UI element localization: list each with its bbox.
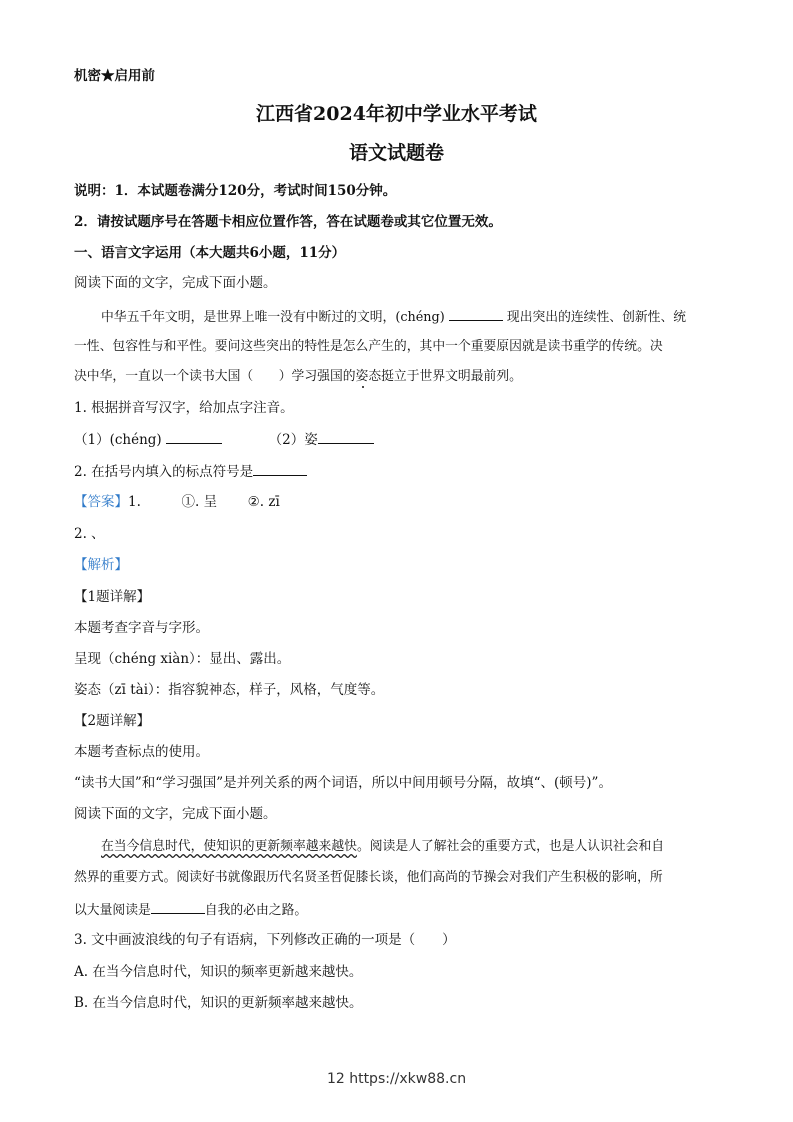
option-a: A. 在当今信息时代，知识的频率更新越来越快。 xyxy=(74,964,363,980)
reading-instruction: 阅读下面的文字，完成下面小题。 xyxy=(74,806,277,822)
wavy-underlined-sentence: 在当今信息时代，使知识的更新频率越来越快 xyxy=(101,839,357,854)
answer-blank xyxy=(253,461,307,476)
option-b: B. 在当今信息时代，知识的更新频率越来越快。 xyxy=(74,995,363,1011)
page-footer: 12 https://xkw88.cn xyxy=(326,1071,467,1087)
question-1: 1. 根据拼音写汉字，给加点字注音。 xyxy=(74,400,294,416)
answer-1a: ①. 呈 xyxy=(181,494,218,510)
question-2-text: 2. 在括号内填入的标点符号是 xyxy=(74,464,254,480)
detail-text: 姿态（zī tài）：指容貌神态，样子，风格，气度等。 xyxy=(74,682,385,698)
answer-2: 2. 、 xyxy=(74,526,105,542)
question-2 xyxy=(74,461,719,482)
passage-line xyxy=(74,367,719,387)
passage-text: 。阅读是人了解社会的重要方式，也是人认识社会和自 xyxy=(356,839,665,854)
answer-number: 1. xyxy=(128,494,141,510)
answer-blank xyxy=(449,306,503,321)
detail-2-tag: 【2题详解】 xyxy=(74,713,151,729)
detail-text: 本题考查字音与字形。 xyxy=(74,620,209,636)
passage-line: 然界的重要方式。阅读好书就像跟历代名贤圣哲促膝长谈，他们高尚的节操会对我们产生积极的影响，所 xyxy=(74,870,663,885)
instruction-note-2: 2．请按试题序号在答题卡相应位置作答，答在试题卷或其它位置无效。 xyxy=(74,214,502,230)
passage-text: 自我的必由之路。 xyxy=(204,903,308,918)
passage-text: 以大量阅读是 xyxy=(74,903,151,918)
answer-row xyxy=(74,492,719,512)
confidential-label: 机密★启用前 xyxy=(74,68,155,84)
passage-line xyxy=(74,306,719,328)
answer-blank xyxy=(166,429,222,444)
exam-title: 江西省2024年初中学业水平考试 xyxy=(256,103,537,125)
passage-text: 中华五千年文明，是世界上唯一没有中断过的文明，(chéng) xyxy=(101,310,445,325)
passage-text: 决中华，一直以一个读书大国（ ）学习强国的 xyxy=(74,369,356,384)
answer-1b: ②. zī xyxy=(247,494,280,510)
question-1-part-a: （1）(chéng) xyxy=(74,432,162,448)
passage-line xyxy=(74,899,719,921)
answer-blank xyxy=(151,899,205,914)
detail-1-tag: 【1题详解】 xyxy=(74,589,151,605)
passage-line xyxy=(74,837,719,857)
question-3: 3. 文中画波浪线的句子有语病，下列修改正确的一项是（ ） xyxy=(74,932,456,948)
passage-line: 一性、包容性与和平性。要问这些突出的特性是怎么产生的，其中一个重要原因就是读书重学的传统。决 xyxy=(74,339,663,354)
reading-instruction: 阅读下面的文字，完成下面小题。 xyxy=(74,275,277,291)
instruction-note-1: 说明：1．本试题卷满分120分，考试时间150分钟。 xyxy=(74,183,397,199)
answer-blank xyxy=(318,429,374,444)
detail-text: “读书大国”和“学习强国”是并列关系的两个词语，所以中间用顿号分隔，故填“、(顿号)”。 xyxy=(74,775,612,791)
analysis-tag: 【解析】 xyxy=(74,557,128,573)
detail-text: 呈现（chéng xiàn）：显出、露出。 xyxy=(74,651,291,667)
dotted-character: 姿 xyxy=(355,369,369,384)
section-heading: 一、语言文字运用（本大题共6小题，11分） xyxy=(74,245,346,261)
passage-text: 现出突出的连续性、创新性、统 xyxy=(506,310,687,325)
detail-text: 本题考查标点的使用。 xyxy=(74,744,209,760)
question-1-blanks xyxy=(74,429,719,450)
answer-tag: 【答案】 xyxy=(74,494,128,510)
passage-text: 态挺立于世界文明最前列。 xyxy=(368,369,522,384)
exam-subtitle: 语文试题卷 xyxy=(348,142,444,164)
question-1-part-b: （2）姿 xyxy=(268,432,318,448)
